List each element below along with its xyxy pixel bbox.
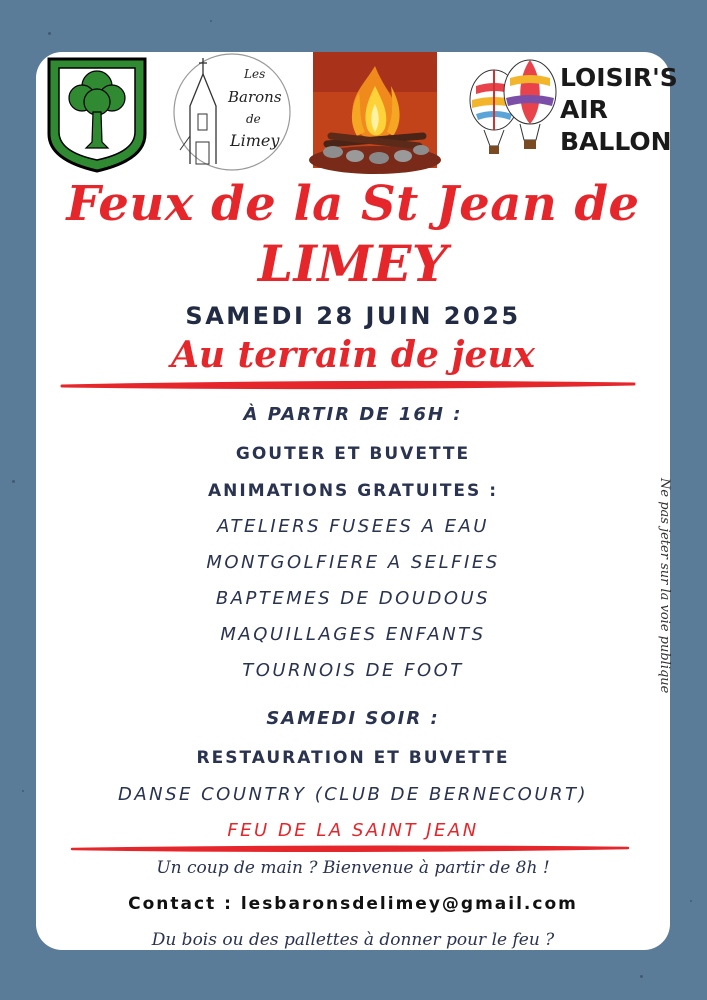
event-title-line1: Feux de la St Jean de bbox=[66, 176, 640, 232]
background-speck bbox=[640, 975, 643, 978]
event-date: SAMEDI 28 JUIN 2025 bbox=[185, 302, 521, 330]
contact-line: Contact : lesbaronsdelimey@gmail.com bbox=[128, 894, 578, 914]
evening-heading: SAMEDI SOIR : bbox=[266, 708, 440, 729]
fire-line: FEU DE LA SAINT JEAN bbox=[227, 820, 479, 841]
loisirs-air-ballon-logo bbox=[466, 56, 678, 166]
background-speck bbox=[690, 900, 692, 902]
balloon-text-loisirs: LOISIR'S bbox=[560, 63, 678, 92]
side-note: Ne pas jeter sur la voie publique bbox=[657, 478, 672, 694]
barons-text-les: Les bbox=[244, 67, 266, 81]
food-line: RESTAURATION ET BUVETTE bbox=[196, 748, 510, 768]
activity-item: TOURNOIS DE FOOT bbox=[242, 660, 464, 681]
background-speck bbox=[22, 790, 24, 792]
activity-item: MONTGOLFIERE A SELFIES bbox=[206, 552, 500, 573]
barons-church-logo bbox=[170, 50, 294, 174]
activity-item: MAQUILLAGES ENFANTS bbox=[220, 624, 486, 645]
red-divider-top bbox=[60, 379, 636, 391]
background-speck bbox=[48, 32, 51, 35]
balloon-text-air: AIR bbox=[560, 95, 608, 124]
background-speck bbox=[210, 20, 212, 22]
wood-donation-line: Du bois ou des pallettes à donner pour le feu ? bbox=[151, 930, 555, 950]
barons-text-barons: Barons bbox=[228, 88, 282, 106]
activities-heading: ANIMATIONS GRATUITES : bbox=[207, 481, 498, 501]
afternoon-heading: À PARTIR DE 16H : bbox=[243, 404, 463, 425]
barons-text-de: de bbox=[246, 112, 261, 126]
flyer-card bbox=[36, 52, 678, 950]
activity-item: ATELIERS FUSEES A EAU bbox=[217, 516, 489, 537]
balloon-text-ballon: BALLON bbox=[560, 127, 672, 156]
red-divider-bottom bbox=[70, 844, 630, 854]
tree-shield-logo bbox=[46, 56, 148, 174]
activity-item: BAPTEMES DE DOUDOUS bbox=[215, 588, 491, 609]
event-title-line2: LIMEY bbox=[257, 234, 449, 293]
event-venue: Au terrain de jeux bbox=[171, 334, 535, 376]
snack-line: GOUTER ET BUVETTE bbox=[235, 444, 471, 464]
bonfire-image bbox=[313, 52, 437, 168]
help-line: Un coup de main ? Bienvenue à partir de 8h ! bbox=[156, 858, 550, 878]
dance-line: DANSE COUNTRY (CLUB DE BERNECOURT) bbox=[117, 784, 589, 805]
barons-text-limey: Limey bbox=[230, 131, 280, 150]
background-speck bbox=[12, 480, 15, 483]
